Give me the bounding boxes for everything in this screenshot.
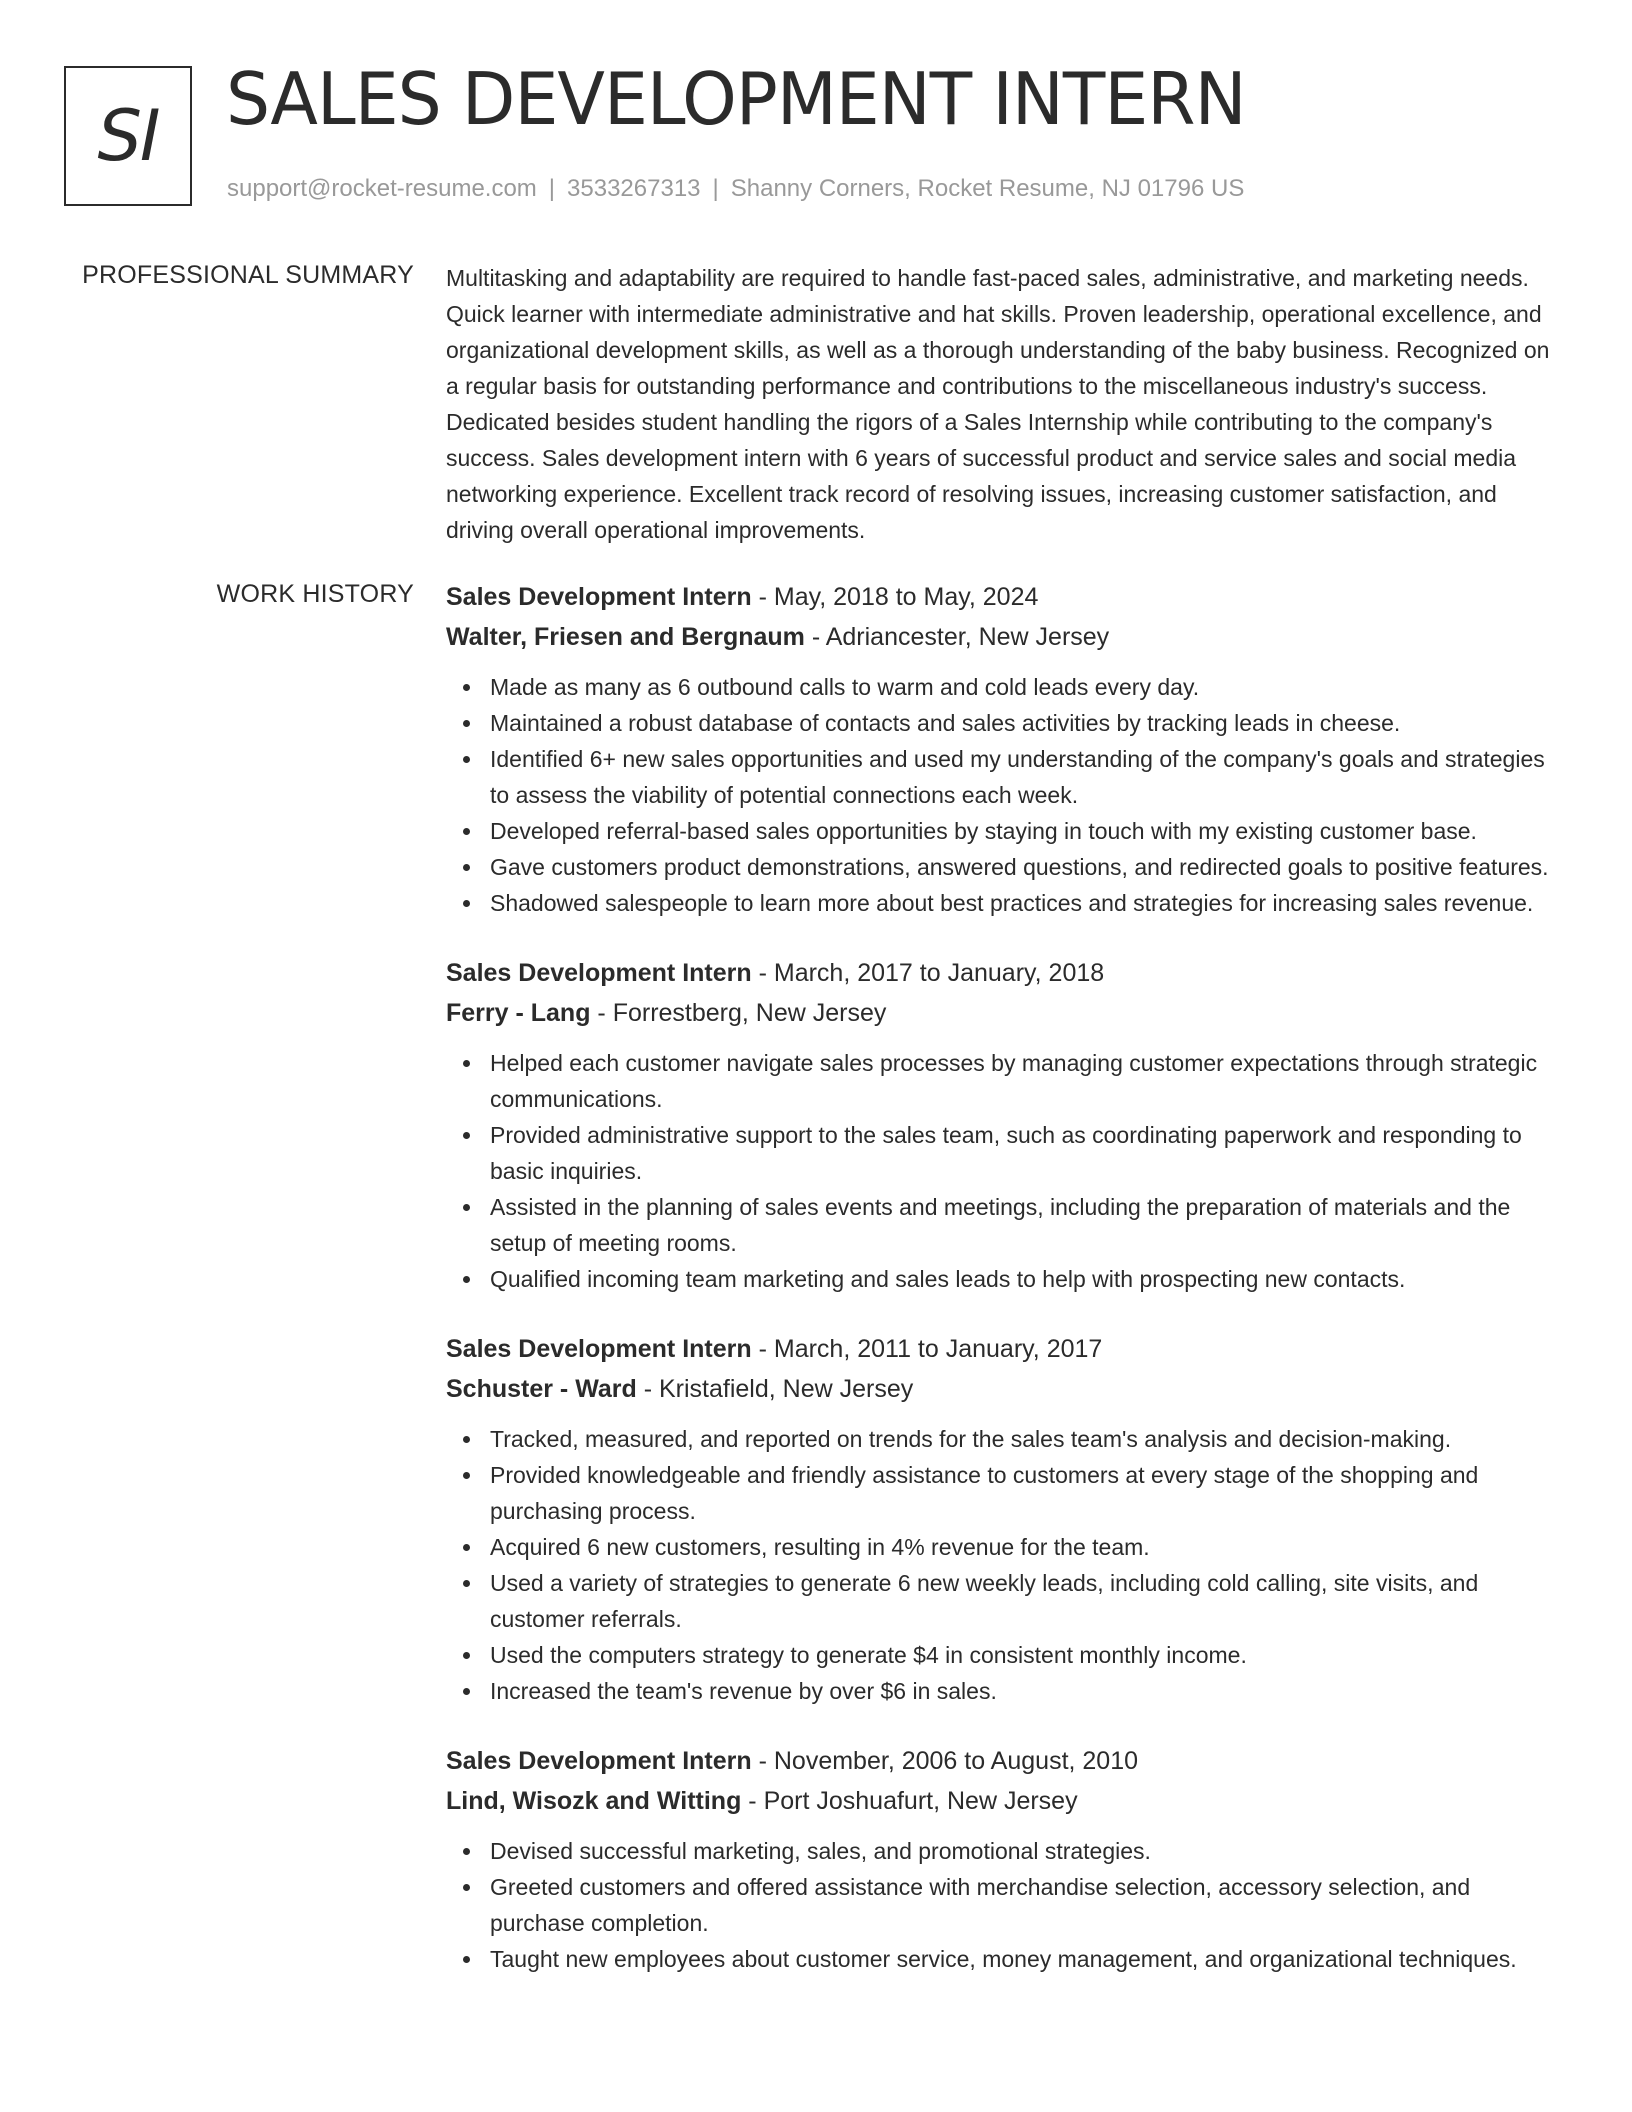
work-history-title: WORK HISTORY: [216, 580, 414, 608]
monogram-initials: SI: [97, 95, 159, 177]
job-title-line: [446, 577, 1558, 617]
job-dates: - March, 2011 to January, 2017: [751, 1335, 1103, 1363]
job-bullet: Increased the team's revenue by over $6 in sales.: [490, 1673, 1558, 1709]
job-title-line: [446, 1329, 1558, 1369]
job-bullet: Greeted customers and offered assistance with merchandise selection, accessory selection, and purchase completion.: [490, 1869, 1558, 1941]
job-bullet-list: [446, 669, 1558, 921]
contact-address: Shanny Corners, Rocket Resume, NJ 01796 US: [730, 175, 1245, 202]
job-company: Walter, Friesen and Bergnaum: [446, 623, 805, 651]
contact-separator: |: [548, 175, 556, 202]
job-bullet: Identified 6+ new sales opportunities and used my understanding of the company's goals and strategies to assess the viability of potential connections each week.: [490, 741, 1558, 813]
summary-body: [446, 260, 1558, 548]
job-bullet: Maintained a robust database of contacts and sales activities by tracking leads in cheese.: [490, 705, 1558, 741]
monogram-box: [64, 66, 192, 206]
job-bullet: Assisted in the planning of sales events and meetings, including the preparation of materials and the setup of meeting rooms.: [490, 1189, 1558, 1261]
job-company-line: [446, 617, 1558, 657]
job-role: Sales Development Intern: [446, 583, 752, 611]
job-entry: [446, 953, 1558, 1297]
job-bullet-list: [446, 1421, 1558, 1709]
job-location: - Kristafield, New Jersey: [636, 1375, 914, 1403]
contact-line: [227, 175, 1244, 203]
summary-title: PROFESSIONAL SUMMARY: [82, 261, 414, 289]
job-role: Sales Development Intern: [446, 959, 752, 987]
job-location: - Adriancester, New Jersey: [804, 623, 1110, 651]
work-history-body: [446, 577, 1558, 2009]
job-bullet: Tracked, measured, and reported on trends for the sales team's analysis and decision-making.: [490, 1421, 1558, 1457]
job-company-line: [446, 1781, 1558, 1821]
job-entry: [446, 1329, 1558, 1709]
job-role: Sales Development Intern: [446, 1747, 752, 1775]
resume-name: SALES DEVELOPMENT INTERN: [226, 57, 1246, 141]
summary-text: Multitasking and adaptability are required to handle fast-paced sales, administrative, and marketing needs. Quick learner with intermediate administrative and hat skills. Proven leadership, operational excellence, and organizational development skills, as well as a thorough understanding of the baby business. Recognized on a regular basis for outstanding performance and contributions to the miscellaneous industry's success. Dedicated besides student handling the rigors of a Sales Internship while contributing to the company's success. Sales development intern with 6 years of successful product and service sales and social media networking experience. Excellent track record of resolving issues, increasing customer satisfaction, and driving overall operational improvements.: [446, 265, 1550, 543]
job-company-line: [446, 1369, 1558, 1409]
job-bullet-list: [446, 1833, 1558, 1977]
job-bullet: Gave customers product demonstrations, answered questions, and redirected goals to positive features.: [490, 849, 1558, 885]
job-bullet: Made as many as 6 outbound calls to warm and cold leads every day.: [490, 669, 1558, 705]
job-dates: - March, 2017 to January, 2018: [751, 959, 1105, 987]
job-dates: - November, 2006 to August, 2010: [751, 1747, 1139, 1775]
job-bullet: Used a variety of strategies to generate 6 new weekly leads, including cold calling, site visits, and customer referrals.: [490, 1565, 1558, 1637]
job-title-line: [446, 1741, 1558, 1781]
job-bullet-list: [446, 1045, 1558, 1297]
job-company: Schuster - Ward: [446, 1375, 637, 1403]
job-location: - Forrestberg, New Jersey: [590, 999, 887, 1027]
contact-separator: |: [712, 175, 719, 202]
job-bullet: Shadowed salespeople to learn more about best practices and strategies for increasing sales revenue.: [490, 885, 1558, 921]
job-company: Lind, Wisozk and Witting: [446, 1787, 742, 1815]
job-bullet: Helped each customer navigate sales processes by managing customer expectations through strategic communications.: [490, 1045, 1558, 1117]
job-entry: [446, 577, 1558, 921]
job-bullet: Taught new employees about customer service, money management, and organizational techniques.: [490, 1941, 1558, 1977]
contact-email: support@rocket-resume.com: [227, 175, 537, 202]
job-bullet: Devised successful marketing, sales, and promotional strategies.: [490, 1833, 1558, 1869]
job-bullet: Qualified incoming team marketing and sales leads to help with prospecting new contacts.: [490, 1261, 1558, 1297]
contact-phone: 3533267313: [567, 175, 701, 202]
job-bullet: Provided administrative support to the sales team, such as coordinating paperwork and responding to basic inquiries.: [490, 1117, 1558, 1189]
job-bullet: Provided knowledgeable and friendly assistance to customers at every stage of the shopping and purchasing process.: [490, 1457, 1558, 1529]
job-bullet: Used the computers strategy to generate $4 in consistent monthly income.: [490, 1637, 1558, 1673]
job-company: Ferry - Lang: [446, 999, 591, 1027]
job-dates: - May, 2018 to May, 2024: [751, 583, 1039, 611]
job-company-line: [446, 993, 1558, 1033]
job-entry: [446, 1741, 1558, 1977]
job-role: Sales Development Intern: [446, 1335, 752, 1363]
job-title-line: [446, 953, 1558, 993]
job-bullet: Developed referral-based sales opportunities by staying in touch with my existing customer base.: [490, 813, 1558, 849]
job-location: - Port Joshuafurt, New Jersey: [741, 1787, 1078, 1815]
job-bullet: Acquired 6 new customers, resulting in 4% revenue for the team.: [490, 1529, 1558, 1565]
